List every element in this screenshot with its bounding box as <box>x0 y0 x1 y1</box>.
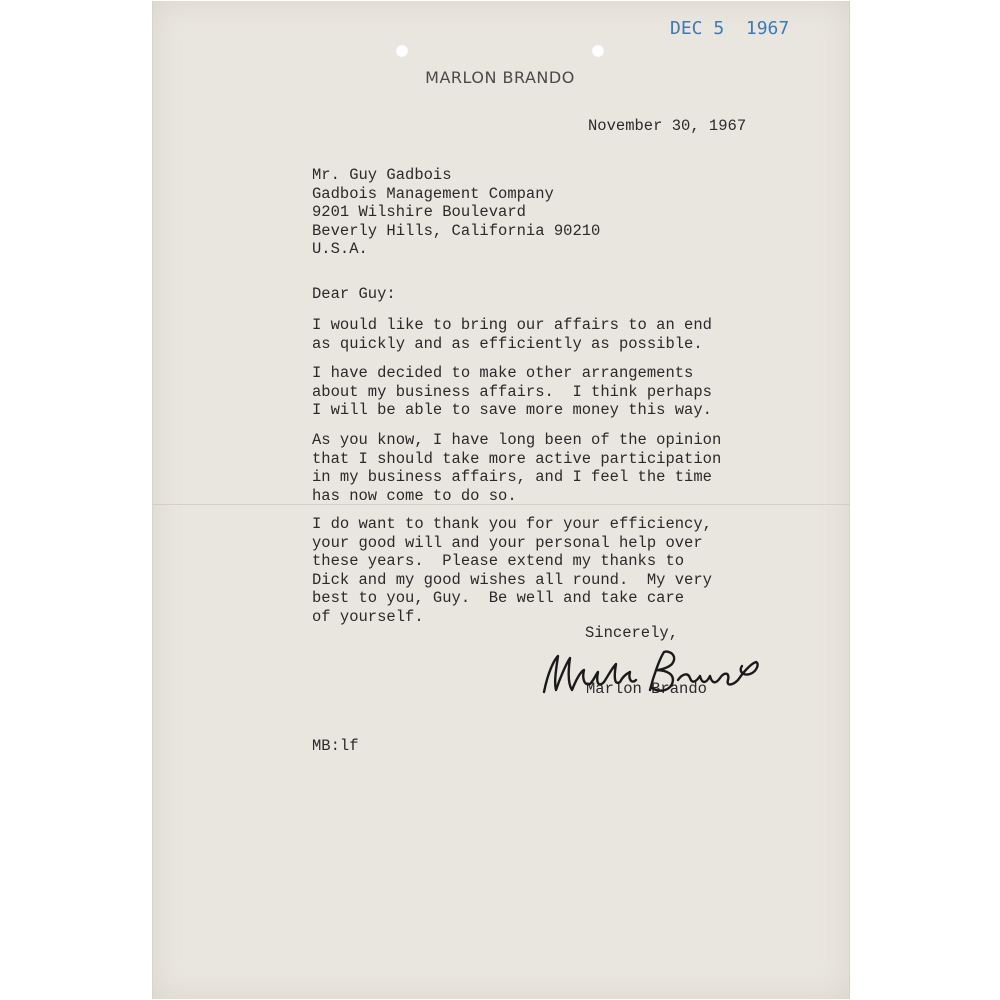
typist-initials: MB:lf <box>312 737 359 755</box>
handwritten-signature <box>538 642 768 702</box>
body-paragraph: As you know, I have long been of the opinion that I should take more active participation in my business affairs, and I feel the time has now come to do so. <box>312 431 722 505</box>
address-line: Mr. Guy Gadbois <box>312 166 452 184</box>
recipient-address <box>312 166 600 259</box>
address-line: Gadbois Management Company <box>312 184 554 203</box>
salutation: Dear Guy: <box>312 285 396 303</box>
punch-hole-left <box>395 44 409 58</box>
body-paragraph: I would like to bring our affairs to an end as quickly and as efficiently as possible. <box>312 316 712 353</box>
letter-date: November 30, 1967 <box>588 117 747 135</box>
address-line: 9201 Wilshire Boulevard <box>312 203 526 221</box>
body-paragraph: I do want to thank you for your efficiency, your good will and your personal help over these years. Please extend my thanks to Dick and my good wishes all round. My very best to you, Guy. Be well and take care of yourself. <box>312 515 712 626</box>
body-paragraph: I have decided to make other arrangements about my business affairs. I think perhaps I will be able to save more money this way. <box>312 364 712 419</box>
punch-hole-right <box>591 44 605 58</box>
address-line: U.S.A. <box>312 240 368 258</box>
address-line: Beverly Hills, California 90210 <box>312 221 601 240</box>
letterhead: MARLON BRANDO <box>425 68 575 87</box>
typed-signature-name: Marlon Brando <box>586 680 707 698</box>
received-date-stamp: DEC 5 1967 <box>670 18 790 39</box>
closing: Sincerely, <box>585 624 679 642</box>
